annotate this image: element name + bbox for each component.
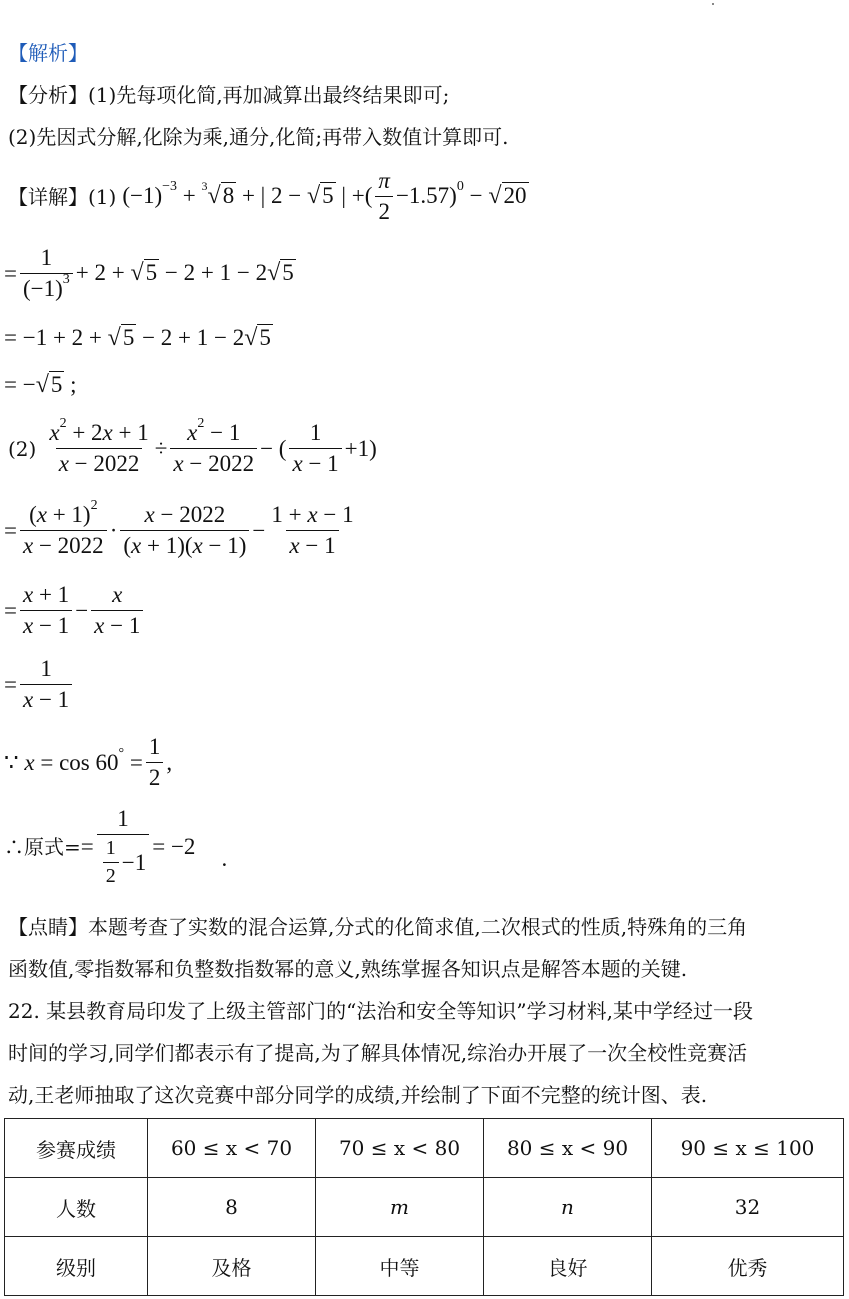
part2-step-3: = $\frac{1}{x - 1}$	[4, 656, 75, 713]
problem22-line-1: 22. 某县教育局印发了上级主管部门的“法治和安全等知识”学习材料,某中学经过一段	[8, 999, 753, 1023]
problem22-line-3: 动,王老师抽取了这次竞赛中部分同学的成绩,并绘制了下面不完整的统计图、表.	[8, 1083, 708, 1107]
table-cell: 级别	[5, 1237, 148, 1296]
table-cell: 及格	[148, 1237, 316, 1296]
table-cell: 32	[652, 1178, 844, 1237]
table-cell: 参赛成绩	[5, 1119, 148, 1178]
solution-heading: 【解析】	[8, 41, 88, 65]
table-cell: 良好	[484, 1237, 652, 1296]
table-row	[5, 1178, 844, 1237]
table-cell: 70 ≤ x < 80	[316, 1119, 484, 1178]
part2-step-1: = $\frac{(x + 1)^2}{x - 2022}$ · $\frac{x - 2022}{(x + 1)(x - 1)}$ − $\frac{1 + x - 1}{x - 1}$	[4, 498, 354, 558]
part1-step-1: = $\frac{1}{(-1)^3}$ + 2 + √5 − 2 + 1 − 2√5	[4, 245, 294, 301]
table-cell: 人数	[5, 1178, 148, 1237]
table-cell: 8	[148, 1178, 316, 1237]
because-line: ∵ x = cos 60° = $\frac{1}{2}$ ,	[4, 734, 173, 790]
therefore-line: ∴原式= = 1 $\frac{1}{2}$ −1 = −2 .	[4, 806, 228, 887]
detail-label: 【详解】(1)	[8, 184, 117, 209]
table-cell: 90 ≤ x ≤ 100	[652, 1119, 844, 1178]
dianjing-line-1: 【点睛】本题考查了实数的混合运算,分式的化简求值,二次根式的性质,特殊角的三角	[8, 915, 748, 939]
score-table	[4, 1118, 844, 1296]
table-cell: 优秀	[652, 1237, 844, 1296]
part2-label: (2)	[8, 436, 37, 461]
part1-result: = −√5 ;	[4, 372, 77, 398]
table-row	[5, 1237, 844, 1296]
table-cell: 60 ≤ x < 70	[148, 1119, 316, 1178]
table-cell: m	[316, 1178, 484, 1237]
analysis-line-2: (2)先因式分解,化除为乘,通分,化简;再带入数值计算即可.	[8, 125, 509, 149]
problem22-line-2: 时间的学习,同学们都表示有了提高,为了解具体情况,综治办开展了一次全校性竞赛活	[8, 1041, 748, 1065]
part1-expression: 【详解】(1) $(-1)^{-3} + ^3√8$ + | 2 − √5 | +( $\frac{\pi}{2}$ −1.57)$^0$ − √20	[8, 168, 527, 224]
part2-expression: (2) $\frac{x^2 + 2x + 1}{x - 2022}$ ÷ $\frac{x^2 - 1}{x - 2022}$ − ( $\frac{1}{x - 1}$ +1)	[8, 416, 377, 476]
table-row	[5, 1119, 844, 1178]
dianjing-line-2: 函数值,零指数幂和负整数指数幂的意义,熟练掌握各知识点是解答本题的关键.	[8, 957, 688, 981]
table-cell: n	[484, 1178, 652, 1237]
table-cell: 中等	[316, 1237, 484, 1296]
part2-step-2: = $\frac{x + 1}{x - 1}$ − $\frac{x}{x - 1}$	[4, 582, 146, 639]
part1-step-2: = −1 + 2 + √5 − 2 + 1 − 2√5	[4, 325, 271, 351]
scan-speck	[712, 3, 714, 5]
table-cell: 80 ≤ x < 90	[484, 1119, 652, 1178]
analysis-line-1: 【分析】(1)先每项化简,再加减算出最终结果即可;	[8, 83, 450, 107]
therefore-label: ∴原式=	[4, 835, 81, 859]
